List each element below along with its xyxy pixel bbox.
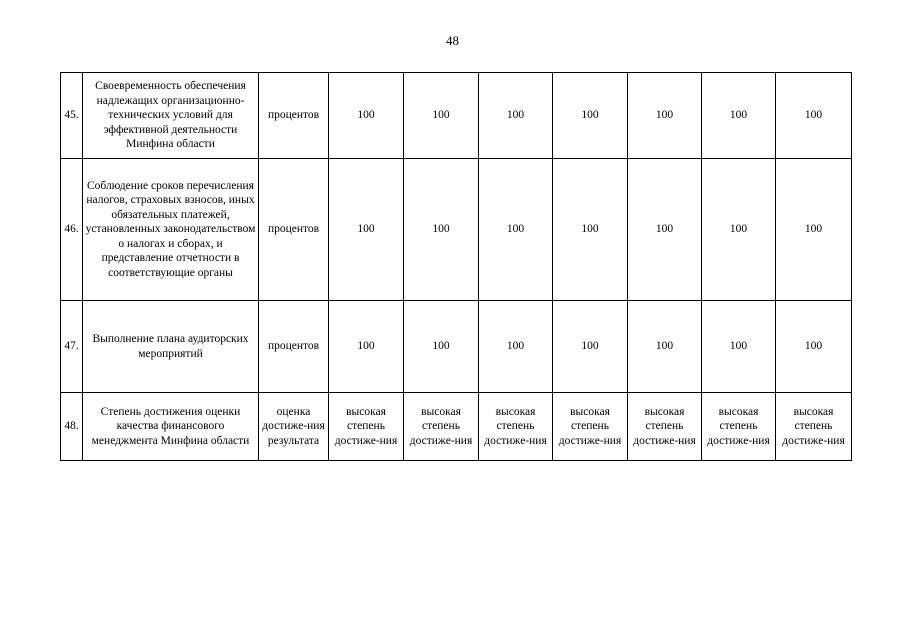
value-cell: 100 bbox=[479, 73, 553, 159]
table-row bbox=[61, 301, 852, 393]
page-number: 48 bbox=[446, 33, 459, 48]
value-cell: 100 bbox=[329, 301, 404, 393]
value-cell: 100 bbox=[404, 73, 479, 159]
table-row bbox=[61, 393, 852, 461]
value-cell: 100 bbox=[776, 159, 852, 301]
value-cell: 100 bbox=[479, 159, 553, 301]
row-number: 47. bbox=[61, 301, 83, 393]
indicator-name: Соблюдение сроков перечисления налогов, страховых взносов, иных обязательных платежей, установленных законодательством о налогах и сборах, и представление отчетности в соответствующие органы bbox=[83, 159, 259, 301]
value-cell: высокая степень достиже-ния bbox=[776, 393, 852, 461]
value-cell: 100 bbox=[553, 159, 628, 301]
value-cell: высокая степень достиже-ния bbox=[329, 393, 404, 461]
indicators-table bbox=[60, 72, 852, 461]
value-cell: высокая степень достиже-ния bbox=[479, 393, 553, 461]
value-cell: 100 bbox=[404, 301, 479, 393]
row-number: 46. bbox=[61, 159, 83, 301]
value-cell: 100 bbox=[628, 159, 702, 301]
value-cell: 100 bbox=[776, 301, 852, 393]
unit-cell: процентов bbox=[259, 73, 329, 159]
unit-cell: процентов bbox=[259, 301, 329, 393]
value-cell: 100 bbox=[702, 301, 776, 393]
value-cell: высокая степень достиже-ния bbox=[628, 393, 702, 461]
indicator-name: Степень достижения оценки качества финансового менеджмента Минфина области bbox=[83, 393, 259, 461]
value-cell: 100 bbox=[553, 73, 628, 159]
value-cell: 100 bbox=[702, 159, 776, 301]
table-row bbox=[61, 73, 852, 159]
indicator-name: Своевременность обеспечения надлежащих организационно-технических условий для эффективной деятельности Минфина области bbox=[83, 73, 259, 159]
value-cell: высокая степень достиже-ния bbox=[404, 393, 479, 461]
value-cell: высокая степень достиже-ния bbox=[702, 393, 776, 461]
unit-cell: оценка достиже-ния результата bbox=[259, 393, 329, 461]
value-cell: 100 bbox=[553, 301, 628, 393]
value-cell: 100 bbox=[776, 73, 852, 159]
value-cell: 100 bbox=[702, 73, 776, 159]
value-cell: 100 bbox=[479, 301, 553, 393]
value-cell: 100 bbox=[628, 73, 702, 159]
unit-cell: процентов bbox=[259, 159, 329, 301]
row-number: 48. bbox=[61, 393, 83, 461]
value-cell: 100 bbox=[404, 159, 479, 301]
row-number: 45. bbox=[61, 73, 83, 159]
value-cell: 100 bbox=[329, 73, 404, 159]
value-cell: высокая степень достиже-ния bbox=[553, 393, 628, 461]
table-row bbox=[61, 159, 852, 301]
value-cell: 100 bbox=[329, 159, 404, 301]
indicator-name: Выполнение плана аудиторских мероприятий bbox=[83, 301, 259, 393]
value-cell: 100 bbox=[628, 301, 702, 393]
